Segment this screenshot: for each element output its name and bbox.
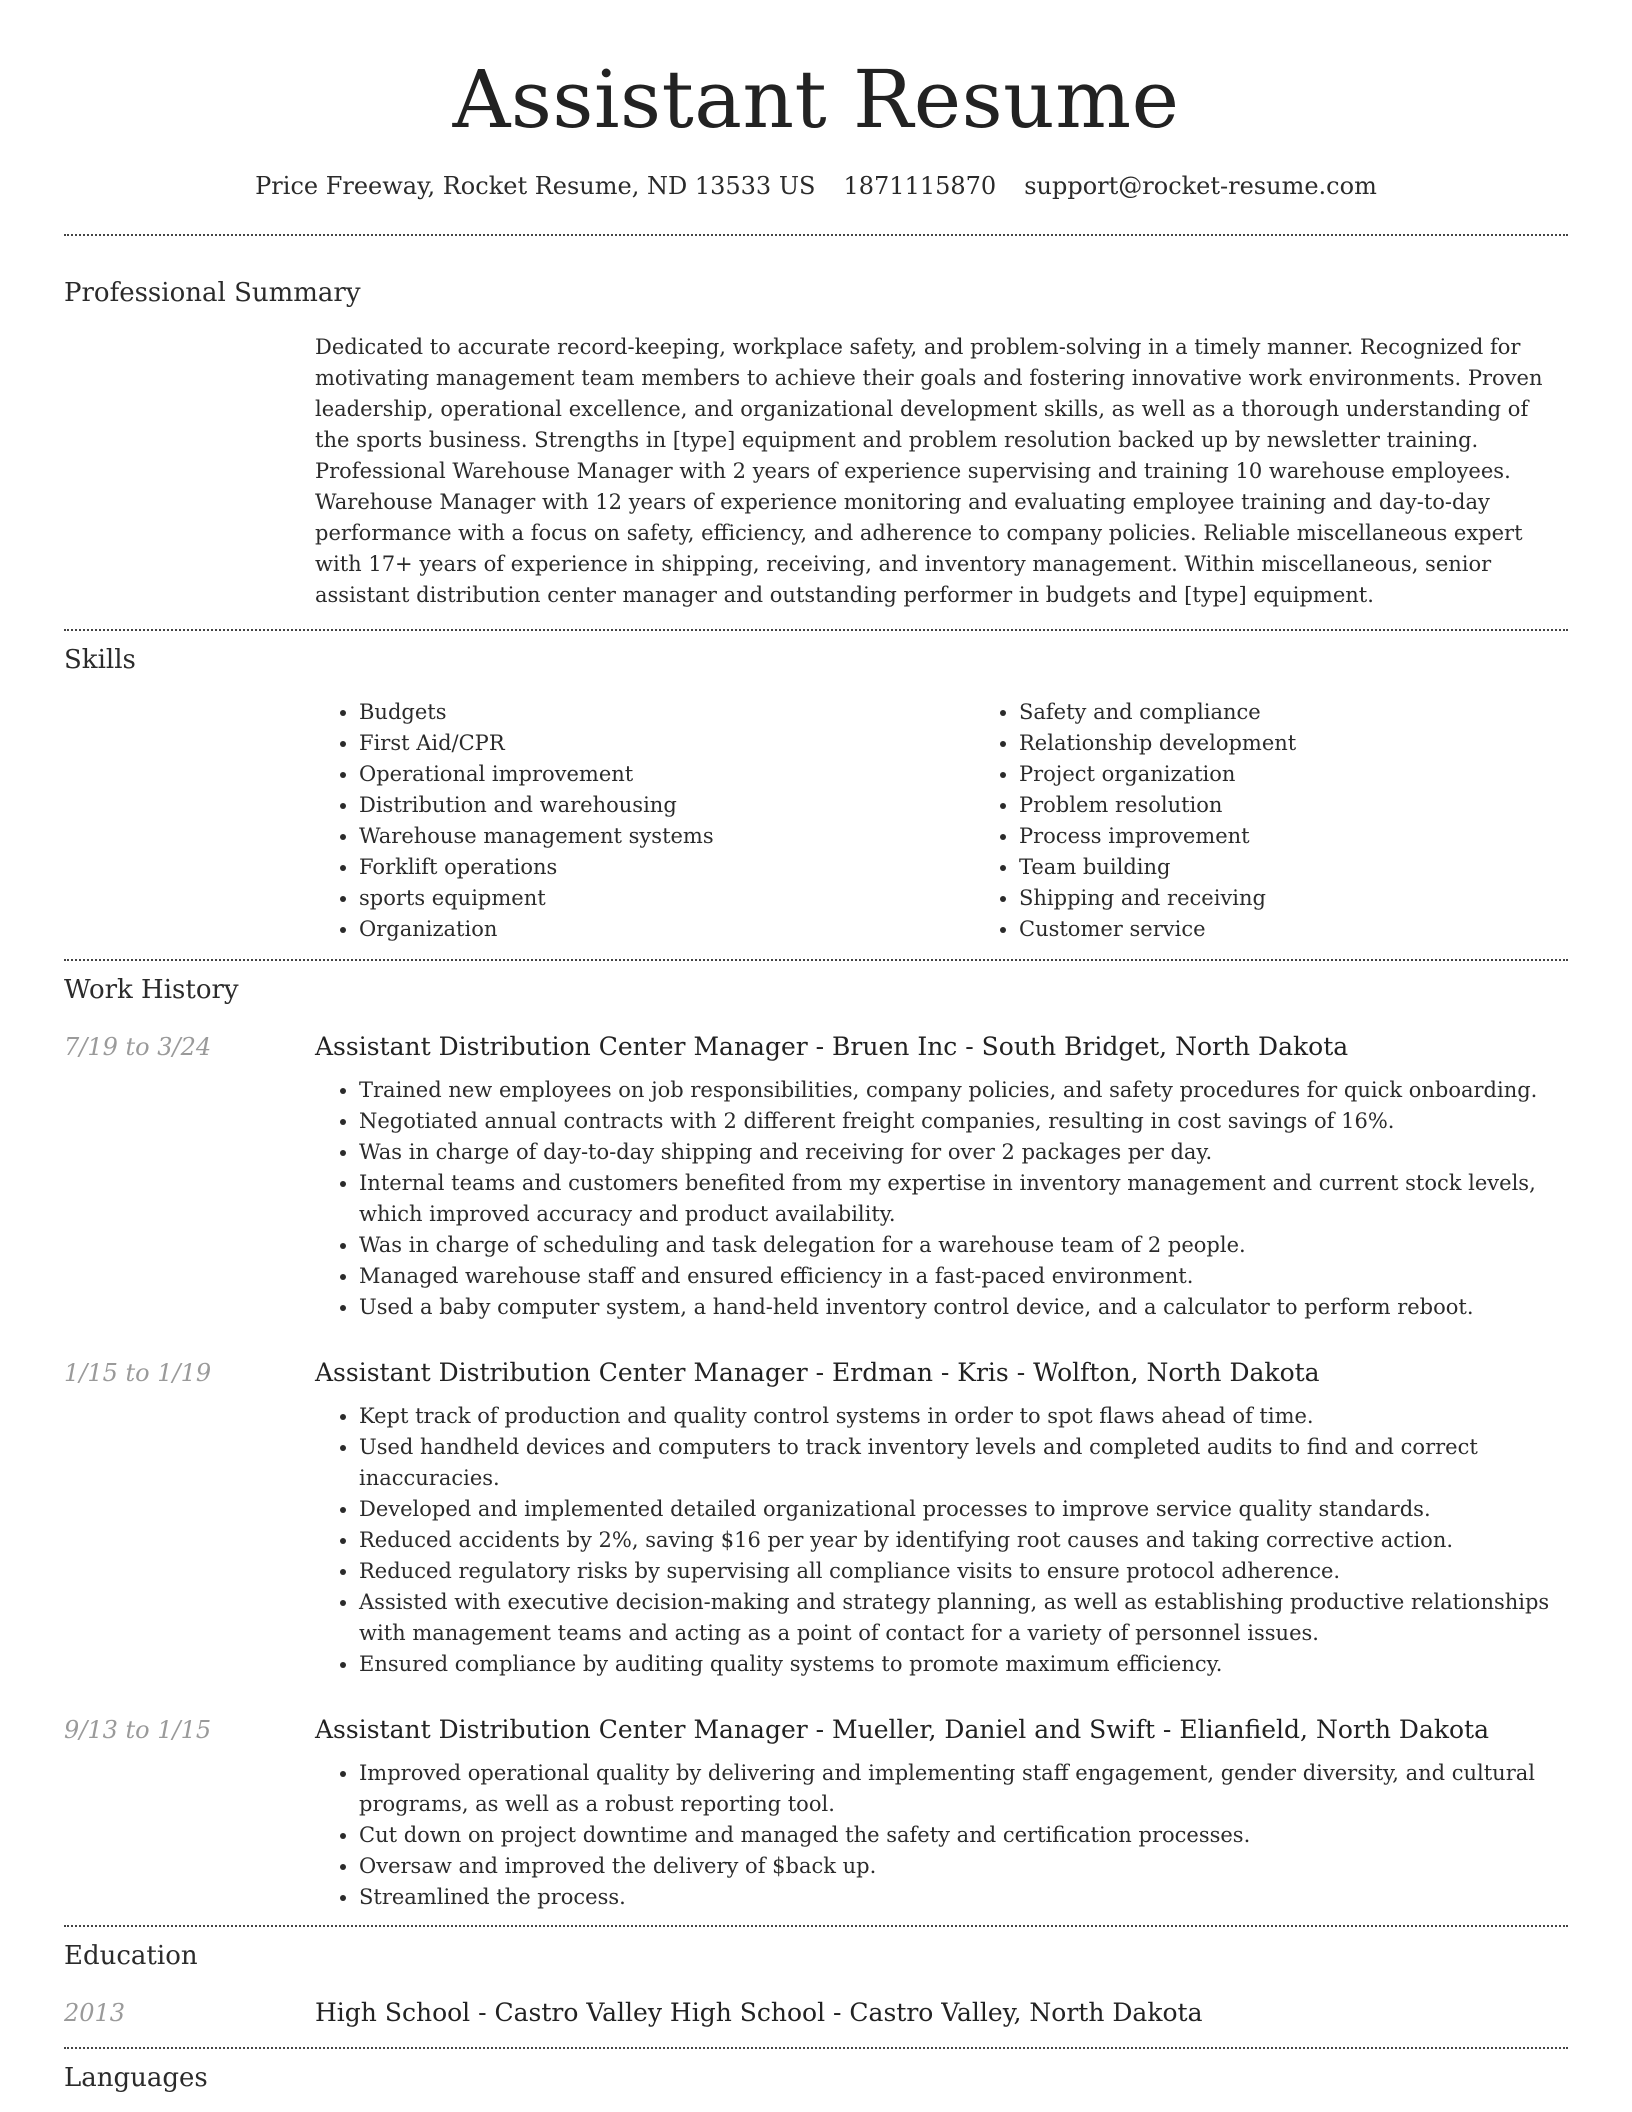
list-item: • Was in charge of scheduling and task delegation for a warehouse team of 2 people. — [359, 1230, 1568, 1261]
resume-name: Assistant Resume — [452, 53, 1180, 146]
job-title: Assistant Distribution Center Manager - Erdman - Kris - Wolfton, North Dakota — [315, 1358, 1320, 1387]
job-entry — [64, 1714, 1568, 1913]
list-item: • Project organization — [1019, 759, 1632, 790]
section-work — [64, 961, 1568, 1913]
skills-list-right — [975, 697, 1632, 945]
list-item: • Developed and implemented detailed organizational processes to improve service quality standards. — [359, 1494, 1568, 1525]
list-item: • Forklift operations — [359, 852, 975, 883]
education-entry — [64, 1997, 1568, 2029]
skills-list-left — [315, 697, 975, 945]
list-item: • Was in charge of day-to-day shipping and receiving for over 2 packages per day. — [359, 1137, 1568, 1168]
job-title: Assistant Distribution Center Manager - Mueller, Daniel and Swift - Elianfield, North Dakota — [315, 1715, 1490, 1744]
section-education — [64, 1927, 1568, 2029]
job-entry — [64, 1357, 1568, 1680]
section-languages — [64, 2049, 1568, 2095]
contact-address: Price Freeway, Rocket Resume, ND 13533 US — [255, 172, 816, 200]
list-item: • Cut down on project downtime and managed the safety and certification processes. — [359, 1820, 1568, 1851]
list-item: • Managed warehouse staff and ensured efficiency in a fast-paced environment. — [359, 1261, 1568, 1292]
section-title-education: Education — [64, 1941, 198, 1971]
list-item: • Budgets — [359, 697, 975, 728]
list-item: • Used a baby computer system, a hand-held inventory control device, and a calculator to perform reboot. — [359, 1292, 1568, 1323]
job-dates: 1/15 to 1/19 — [64, 1359, 212, 1387]
education-title: High School - Castro Valley High School - Castro Valley, North Dakota — [315, 1998, 1203, 2027]
education-year: 2013 — [64, 1999, 126, 2027]
list-item: • Process improvement — [1019, 821, 1632, 852]
list-item: • Assisted with executive decision-making and strategy planning, as well as establishing productive relationships with management teams and acting as a point of contact for a variety of personnel issues. — [359, 1587, 1568, 1649]
summary-left-spacer — [64, 332, 315, 611]
list-item: • Used handheld devices and computers to track inventory levels and completed audits to find and correct inaccuracies. — [359, 1432, 1568, 1494]
summary-text: Dedicated to accurate record-keeping, workplace safety, and problem-solving in a timely manner. Recognized for motivating management team members to achieve their goals and fostering innovative work environments. Proven leadership, operational excellence, and organizational development skills, as well as a thorough understanding of the sports business. Strengths in [type] equipment and problem resolution backed up by newsletter training. Professional Warehouse Manager with 2 years of experience supervising and training 10 warehouse employees. Warehouse Manager with 12 years of experience monitoring and evaluating employee training and day-to-day performance with a focus on safety, efficiency, and adherence to company policies. Reliable miscellaneous expert with 17+ years of experience in shipping, receiving, and inventory management. Within miscellaneous, senior assistant distribution center manager and outstanding performer in budgets and [type] equipment. — [315, 335, 1543, 607]
section-title-work: Work History — [64, 975, 239, 1005]
list-item: • Ensured compliance by auditing quality systems to promote maximum efficiency. — [359, 1649, 1568, 1680]
list-item: • Improved operational quality by delivering and implementing staff engagement, gender diversity, and cultural programs, as well as a robust reporting tool. — [359, 1758, 1568, 1820]
list-item: • Distribution and warehousing — [359, 790, 975, 821]
contact-phone: 1871115870 — [843, 172, 997, 200]
section-title-languages: Languages — [64, 2063, 208, 2093]
resume-header — [64, 0, 1568, 202]
section-summary — [64, 236, 1568, 611]
section-title-skills: Skills — [64, 645, 136, 675]
section-skills — [64, 631, 1568, 945]
contact-email: support@rocket-resume.com — [1024, 172, 1377, 200]
job-bullets — [315, 1758, 1568, 1913]
list-item: • Operational improvement — [359, 759, 975, 790]
list-item: • Kept track of production and quality control systems in order to spot flaws ahead of time. — [359, 1401, 1568, 1432]
contact-line — [64, 170, 1568, 202]
list-item: • Warehouse management systems — [359, 821, 975, 852]
list-item: • Reduced accidents by 2%, saving $16 per year by identifying root causes and taking corrective action. — [359, 1525, 1568, 1556]
list-item: • Oversaw and improved the delivery of $back up. — [359, 1851, 1568, 1882]
section-title-summary: Professional Summary — [64, 278, 361, 308]
list-item: • Organization — [359, 914, 975, 945]
list-item: • Shipping and receiving — [1019, 883, 1632, 914]
job-dates: 7/19 to 3/24 — [64, 1033, 212, 1061]
job-title: Assistant Distribution Center Manager - Bruen Inc - South Bridget, North Dakota — [315, 1032, 1349, 1061]
list-item: • Internal teams and customers benefited from my expertise in inventory management and current stock levels, which improved accuracy and product availability. — [359, 1168, 1568, 1230]
list-item: • Relationship development — [1019, 728, 1632, 759]
list-item: • Streamlined the process. — [359, 1882, 1568, 1913]
list-item: • Customer service — [1019, 914, 1632, 945]
list-item: • Team building — [1019, 852, 1632, 883]
list-item: • sports equipment — [359, 883, 975, 914]
list-item: • Reduced regulatory risks by supervising all compliance visits to ensure protocol adherence. — [359, 1556, 1568, 1587]
list-item: • First Aid/CPR — [359, 728, 975, 759]
skills-left-spacer — [64, 697, 315, 945]
job-dates: 9/13 to 1/15 — [64, 1716, 212, 1744]
list-item: • Negotiated annual contracts with 2 different freight companies, resulting in cost savings of 16%. — [359, 1106, 1568, 1137]
list-item: • Trained new employees on job responsibilities, company policies, and safety procedures for quick onboarding. — [359, 1075, 1568, 1106]
job-entry — [64, 1031, 1568, 1323]
list-item: • Safety and compliance — [1019, 697, 1632, 728]
job-bullets — [315, 1075, 1568, 1323]
list-item: • Problem resolution — [1019, 790, 1632, 821]
job-bullets — [315, 1401, 1568, 1680]
